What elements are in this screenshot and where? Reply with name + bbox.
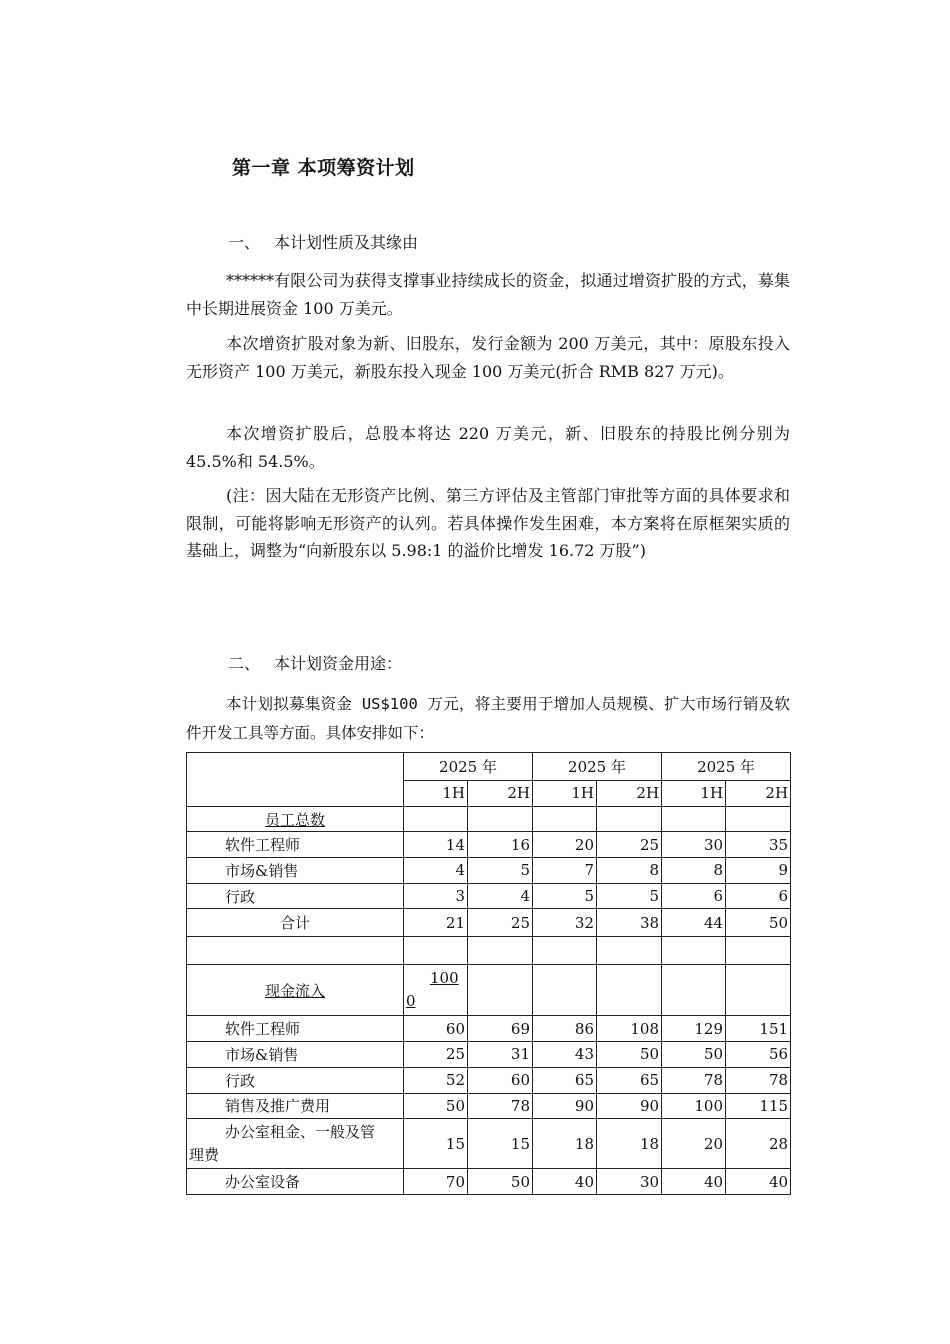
row-label: 软件工程师 <box>187 832 404 858</box>
cell: 6 <box>662 883 726 909</box>
cell: 78 <box>726 1067 791 1093</box>
half-header: 2H <box>726 781 791 807</box>
funding-table <box>186 752 791 1195</box>
table-row <box>187 1067 791 1093</box>
cell: 20 <box>662 1119 726 1169</box>
cell: 50 <box>662 1042 726 1068</box>
cell: 50 <box>404 1093 468 1119</box>
paragraph-1: ******有限公司为获得支撑事业持续成长的资金，拟通过增资扩股的方式，募集中长期进展资金 100 万美元。 <box>186 271 790 318</box>
cell: 52 <box>404 1067 468 1093</box>
cell: 60 <box>404 1016 468 1042</box>
row-label: 销售及推广费用 <box>187 1093 404 1119</box>
row-label: 办公室设备 <box>187 1169 404 1195</box>
cell: 40 <box>726 1169 791 1195</box>
cell: 108 <box>597 1016 662 1042</box>
cell: 28 <box>726 1119 791 1169</box>
cell: 86 <box>533 1016 597 1042</box>
half-header: 1H <box>662 781 726 807</box>
paragraph-4: (注：因大陆在无形资产比例、第三方评估及主管部门审批等方面的具体要求和限制，可能将影响无形资产的认列。若具体操作发生困难，本方案将在原框架实质的基础上，调整为“向新股东以 5.98:1 的溢价比增发 16.72 万股”) <box>186 486 790 560</box>
total-row <box>187 909 791 937</box>
cell: 44 <box>662 909 726 937</box>
total-label: 合计 <box>187 909 404 937</box>
cell: 100 <box>662 1093 726 1119</box>
table-row <box>187 832 791 858</box>
cell: 4 <box>468 883 533 909</box>
cell: 14 <box>404 832 468 858</box>
cell: 115 <box>726 1093 791 1119</box>
row-label: 市场&销售 <box>187 1042 404 1068</box>
cell: 65 <box>533 1067 597 1093</box>
office-label-line-2: 理费 <box>189 1145 220 1164</box>
cash-total-line-2: 0 <box>406 992 416 1011</box>
cell: 25 <box>404 1042 468 1068</box>
cell: 9 <box>726 858 791 884</box>
cell: 25 <box>597 832 662 858</box>
row-label: 行政 <box>187 883 404 909</box>
cash-header: 现金流入 <box>187 965 404 1016</box>
cell: 56 <box>726 1042 791 1068</box>
year-header-3: 2025 年 <box>662 753 791 781</box>
cell: 20 <box>533 832 597 858</box>
section-2-heading <box>228 651 402 674</box>
cell: 3 <box>404 883 468 909</box>
cell: 32 <box>533 909 597 937</box>
cell: 38 <box>597 909 662 937</box>
cell: 50 <box>726 909 791 937</box>
table-row <box>187 1093 791 1119</box>
cell: 4 <box>404 858 468 884</box>
cell: 5 <box>468 858 533 884</box>
year-header-row <box>187 753 791 781</box>
cell: 65 <box>597 1067 662 1093</box>
row-label: 行政 <box>187 1067 404 1093</box>
cell: 151 <box>726 1016 791 1042</box>
section-2-paragraph: 本计划拟募集资金 US$100 万元，将主要用于增加人员规模、扩大市场行销及软件开发工具等方面。具体安排如下： <box>186 695 790 742</box>
cell: 69 <box>468 1016 533 1042</box>
section-1-heading <box>228 230 418 253</box>
cell: 50 <box>468 1169 533 1195</box>
cash-header-row <box>187 965 791 1016</box>
cell: 40 <box>662 1169 726 1195</box>
cell: 5 <box>597 883 662 909</box>
table-row <box>187 1169 791 1195</box>
row-label: 市场&销售 <box>187 858 404 884</box>
cell: 25 <box>468 909 533 937</box>
section-1-title: 本计划性质及其缘由 <box>274 233 419 252</box>
cell: 18 <box>533 1119 597 1169</box>
table-row <box>187 1042 791 1068</box>
cash-total-cell <box>404 965 468 1016</box>
cell: 30 <box>662 832 726 858</box>
staff-header-row <box>187 806 791 832</box>
cell: 8 <box>597 858 662 884</box>
row-label: 软件工程师 <box>187 1016 404 1042</box>
year-header-2: 2025 年 <box>533 753 662 781</box>
cell: 7 <box>533 858 597 884</box>
cell: 5 <box>533 883 597 909</box>
half-header: 1H <box>404 781 468 807</box>
cell: 18 <box>597 1119 662 1169</box>
half-header: 1H <box>533 781 597 807</box>
cell: 15 <box>468 1119 533 1169</box>
cash-total-line-1: 100 <box>430 969 459 988</box>
table-row <box>187 858 791 884</box>
cell: 15 <box>404 1119 468 1169</box>
cell: 16 <box>468 832 533 858</box>
cell: 31 <box>468 1042 533 1068</box>
blank-header-cell <box>187 753 404 807</box>
cell: 43 <box>533 1042 597 1068</box>
cell: 50 <box>597 1042 662 1068</box>
staff-header: 员工总数 <box>187 806 404 832</box>
cell: 8 <box>662 858 726 884</box>
cell: 90 <box>533 1093 597 1119</box>
cell: 70 <box>404 1169 468 1195</box>
office-label-line-1: 办公室租金、一般及管 <box>225 1122 376 1141</box>
paragraph-2: 本次增资扩股对象为新、旧股东，发行金额为 200 万美元，其中：原股东投入无形资产 100 万美元，新股东投入现金 100 万美元(折合 RMB 827 万元)。 <box>186 334 790 381</box>
section-1-number: 一、 <box>228 233 261 252</box>
row-label <box>187 1119 404 1169</box>
cell: 40 <box>533 1169 597 1195</box>
section-2-number: 二、 <box>228 654 261 673</box>
cell: 21 <box>404 909 468 937</box>
cell: 129 <box>662 1016 726 1042</box>
table-row <box>187 883 791 909</box>
chapter-title: 第一章 本项筹资计划 <box>232 157 415 179</box>
paragraph-3: 本次增资扩股后，总股本将达 220 万美元，新、旧股东的持股比例分别为 45.5%和 54.5%。 <box>186 424 790 471</box>
cell: 35 <box>726 832 791 858</box>
cell: 78 <box>468 1093 533 1119</box>
table-row <box>187 1016 791 1042</box>
cell: 6 <box>726 883 791 909</box>
blank-row <box>187 937 791 965</box>
half-header: 2H <box>597 781 662 807</box>
year-header-1: 2025 年 <box>404 753 533 781</box>
half-header: 2H <box>468 781 533 807</box>
cell: 78 <box>662 1067 726 1093</box>
section-2-title: 本计划资金用途： <box>274 654 403 673</box>
cell: 60 <box>468 1067 533 1093</box>
cell: 30 <box>597 1169 662 1195</box>
office-row <box>187 1119 791 1169</box>
cell: 90 <box>597 1093 662 1119</box>
